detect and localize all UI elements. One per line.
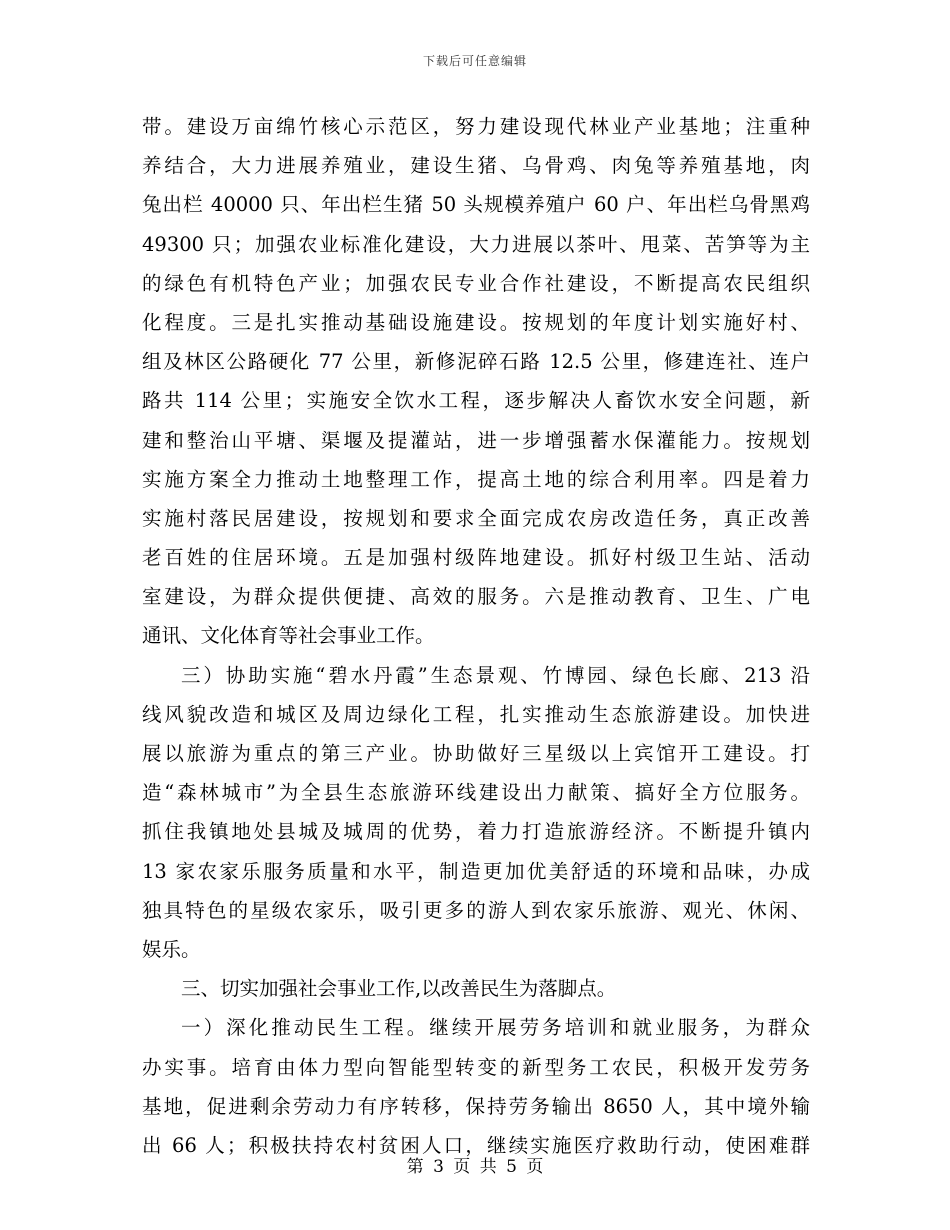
page-number: 第 3 页 共 5 页 — [406, 1157, 544, 1177]
text-line: 线风貌改造和城区及周边绿化工程，扎实推动生态旅游建设。加快进 — [142, 702, 810, 726]
text-line: 实施方案全力推动土地整理工作，提高土地的综合利用率。四是着力 — [142, 467, 810, 491]
paragraph — [142, 1008, 810, 1165]
text-line: 造“森林城市”为全县生态旅游环线建设出力献策、搞好全方位服务。 — [142, 781, 810, 805]
text-line: 三）协助实施“碧水丹霞”生态景观、竹博园、绿色长廊、213 沿 — [181, 663, 810, 687]
text-line: 抓住我镇地处县城及城周的优势，着力打造旅游经济。不断提升镇内 — [142, 820, 810, 844]
text-line: 的绿色有机特色产业；加强农民专业合作社建设，不断提高农民组织 — [142, 271, 810, 295]
text-line: 化程度。三是扎实推动基础设施建设。按规划的年度计划实施好村、 — [142, 310, 810, 334]
text-line: 通讯、文化体育等社会事业工作。 — [142, 624, 435, 648]
text-line: 独具特色的星级农家乐，吸引更多的游人到农家乐旅游、观光、休闲、 — [142, 898, 810, 922]
text-line: 建和整治山平塘、渠堰及提灌站，进一步增强蓄水保灌能力。按规划 — [142, 428, 810, 452]
text-line: 老百姓的住居环境。五是加强村级阵地建设。抓好村级卫生站、活动 — [142, 546, 810, 570]
text-line: 带。建设万亩绵竹核心示范区，努力建设现代林业产业基地；注重种 — [142, 115, 810, 138]
text-line: 兔出栏 40000 只、年出栏生猪 50 头规模养殖户 60 户、年出栏乌骨黑鸡 — [142, 193, 810, 217]
text-line: 展以旅游为重点的第三产业。协助做好三星级以上宾馆开工建设。打 — [142, 742, 810, 765]
text-line: 13 家农家乐服务质量和水平，制造更加优美舒适的环境和品味，办成 — [142, 859, 810, 883]
text-line: 基地，促进剩余劳动力有序转移，保持劳务输出 8650 人，其中境外输 — [142, 1094, 810, 1118]
text-line: 出 66 人；积极扶持农村贫困人口，继续实施医疗救助行动，使困难群 — [142, 1133, 810, 1157]
paragraph — [142, 107, 810, 656]
text-line: 49300 只；加强农业标准化建设，大力进展以茶叶、甩菜、苦笋等为主 — [142, 232, 810, 256]
text-line: 组及林区公路硬化 77 公里，新修泥碎石路 12.5 公里，修建连社、连户 — [142, 350, 810, 374]
paragraph — [142, 656, 810, 970]
text-line: 娱乐。 — [142, 937, 201, 961]
text-line: 一）深化推动民生工程。继续开展劳务培训和就业服务，为群众 — [181, 1016, 810, 1040]
text-line: 路共 114 公里；实施安全饮水工程，逐步解决人畜饮水安全问题，新 — [142, 389, 810, 413]
body-text — [142, 107, 810, 1165]
text-line: 养结合，大力进展养殖业，建设生猪、乌骨鸡、肉兔等养殖基地，肉 — [142, 154, 810, 178]
text-line: 三、切实加强社会事业工作,以改善民生为落脚点。 — [181, 977, 617, 1001]
text-line: 实施村落民居建设，按规划和要求全面完成农房改造任务，真正改善 — [142, 506, 810, 530]
section-heading — [142, 969, 810, 1008]
text-line: 室建设，为群众提供便捷、高效的服务。六是推动教育、卫生、广电 — [142, 585, 810, 609]
text-line: 办实事。培育由体力型向智能型转变的新型务工农民，积极开发劳务 — [142, 1055, 810, 1079]
page-header: 下载后可任意编辑 — [422, 54, 527, 68]
